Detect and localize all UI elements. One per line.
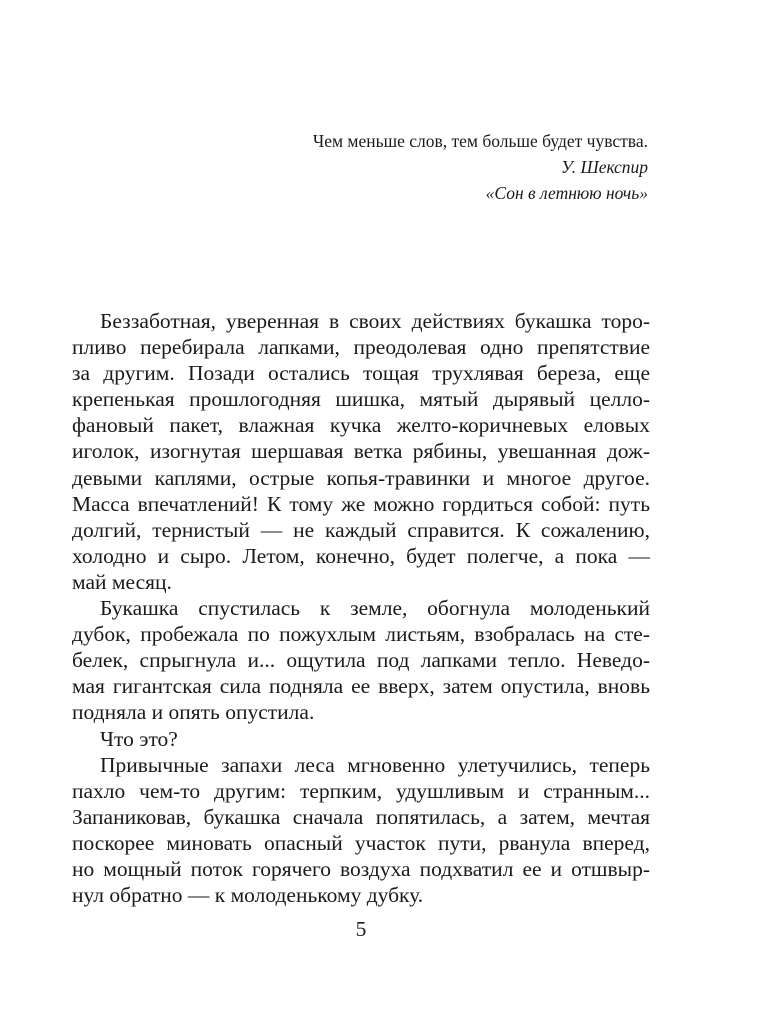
text-line: но мощный поток горячего воздуха подхватил ее и отшвыр- bbox=[72, 856, 650, 881]
text-line: долгий, тернистый — не каждый справится. К сожалению, bbox=[72, 517, 650, 542]
text-line: нул обратно — к молоденькому дубку. bbox=[72, 883, 424, 908]
text-line: подняла и опять опустила. bbox=[72, 700, 315, 725]
epigraph-source: «Сон в летнюю ночь» bbox=[485, 183, 648, 203]
text-line: иголок, изогнутая шершавая ветка рябины, увешанная дож- bbox=[72, 439, 650, 464]
text-line: май месяц. bbox=[72, 569, 172, 594]
text-line: поскорее миновать опасный участок пути, рванула вперед, bbox=[72, 830, 650, 855]
text-line: мая гигантская сила подняла ее вверх, затем опустила, вновь bbox=[72, 674, 650, 699]
text-line: дубок, пробежала по пожухлым листьям, взобралась на сте- bbox=[72, 622, 650, 647]
epigraph-quote: Чем меньше слов, тем больше будет чувства. bbox=[312, 131, 648, 151]
text-line: пливо перебирала лапками, преодолевая одно препятствие bbox=[72, 335, 650, 360]
text-line: Запаниковав, букашка сначала попятилась, а затем, мечтая bbox=[72, 804, 650, 829]
paragraph bbox=[72, 308, 650, 595]
body-text bbox=[72, 308, 650, 908]
text-line: девыми каплями, острые копья-травинки и многое другое. bbox=[72, 465, 650, 490]
text-line: Что это? bbox=[100, 726, 178, 751]
paragraph bbox=[72, 595, 650, 725]
paragraph bbox=[72, 726, 650, 752]
text-line: фановый пакет, влажная кучка желто-коричневых еловых bbox=[72, 413, 650, 438]
text-line: за другим. Позади остались тощая трухлявая береза, еще bbox=[72, 361, 650, 386]
page-number: 5 bbox=[355, 917, 367, 941]
paragraph bbox=[72, 752, 650, 909]
text-line: Привычные запахи леса мгновенно улетучились, теперь bbox=[100, 752, 650, 777]
epigraph bbox=[228, 128, 648, 206]
text-line: белек, спрыгнула и... ощутила под лапками тепло. Неведо- bbox=[72, 648, 650, 673]
text-line: пахло чем-то другим: терпким, удушливым и странным... bbox=[72, 778, 650, 803]
text-line: Букашка спустилась к земле, обогнула молоденький bbox=[100, 596, 650, 621]
text-line: Масса впечатлений! К тому же можно гордиться собой: путь bbox=[72, 491, 650, 516]
text-line: Беззаботная, уверенная в своих действиях букашка торо- bbox=[100, 309, 650, 333]
epigraph-author: У. Шекспир bbox=[561, 157, 648, 177]
text-line: холодно и сыро. Летом, конечно, будет полегче, а пока — bbox=[72, 543, 650, 568]
text-line: крепенькая прошлогодняя шишка, мятый дырявый целло- bbox=[72, 387, 650, 412]
